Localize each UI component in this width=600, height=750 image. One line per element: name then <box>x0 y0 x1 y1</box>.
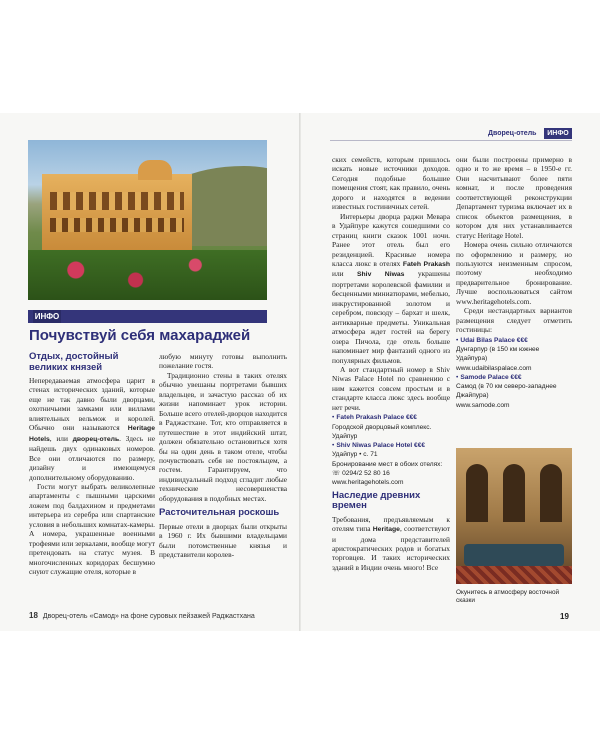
section-badge: ИНФО <box>544 128 572 139</box>
text-run: Требования, предъявляемым к отелям типа <box>332 514 450 534</box>
paragraph-built: они были построены примерно в одно и то же время – в 1950-е гг. Они насчитывают более пяти комнат, и после проведения соответствующей реконструкции Департамент туризма включает их в список объектов размещения, в котором для них устанавливается статус Heritage Hotel. <box>456 155 572 240</box>
bullet-icon: • <box>332 442 335 450</box>
text-run: , или <box>49 433 68 443</box>
hotel-list-udaipur <box>332 413 450 487</box>
bold-heritage-hotels: Heritage Hotels <box>29 425 155 443</box>
photo-palace-dome <box>138 160 172 180</box>
hotel-entry-samode <box>456 373 572 382</box>
interior-photo <box>456 448 572 584</box>
hotel-name: Udai Bilas Palace <box>460 336 515 344</box>
hotel-entry-fateh-prakash <box>332 413 450 422</box>
section-header <box>486 128 572 139</box>
hotel-price: €€€ <box>405 414 417 422</box>
photo-caption: Окунитесь в атмосферу восточной сказки <box>456 589 560 605</box>
hotel-desc: Городской дворцовый комплекс. <box>332 423 432 431</box>
photo-palace-building <box>42 174 192 250</box>
bullet-icon: • <box>456 336 459 344</box>
hotel-city: Удайпур • с. 71 <box>332 451 378 459</box>
hotel-city: Самод (в 70 км северо-западнее Джайпура) <box>456 383 557 400</box>
text-run: Непередаваемая атмосфера царит в стенах исторических зданий, которые еще не так давно были дворцами, охотничьими замками или виллами влиятельных вельмож и королей. Обычно они называются <box>29 376 155 433</box>
paragraph-standard-room: А вот стандартный номер в Shiv Niwas Palace Hotel по сравнению с ним кажется совсем простым и в стандарте класса люкс здесь вообще нет речи. <box>332 364 450 412</box>
photo-arch <box>540 464 562 522</box>
hotel-price: €€€ <box>510 373 522 381</box>
text-run: . Здесь не найдешь двух одинаковых номеров. Все они отличаются по размеру, дизайну и имеющемуся дополнительному оборудованию. <box>29 433 155 482</box>
hotel-website[interactable]: www.heritagehotels.com <box>332 479 404 487</box>
text-run: Интерьеры дворца раджи Мевара в Удайпуре кажутся сошедшими со страниц книги сказок 1001 ночи. Ранее этот отель был его резиденцией. Красивые номера класса люкс в отелях <box>332 211 450 268</box>
info-bar <box>28 310 267 323</box>
subheading-rest: Отдых, достойный великих князей <box>29 351 119 373</box>
text-run: или <box>332 269 344 279</box>
paragraph-udaipur <box>332 212 450 365</box>
hotel-name: Shiv Niwas Palace Hotel <box>336 442 413 450</box>
hotel-price: €€€ <box>516 336 528 344</box>
photo-palace-arches <box>50 192 184 210</box>
page-number-left: 18 <box>29 611 38 620</box>
hotel-city: Удайпур <box>332 432 358 440</box>
hotel-price: €€€ <box>414 442 426 450</box>
hotel-entry-udai-bilas <box>456 336 572 345</box>
left-footer <box>29 611 289 620</box>
right-column-1 <box>332 155 450 572</box>
page-number-right: 19 <box>560 612 569 621</box>
photo-rug <box>456 566 572 584</box>
article-headline: Почувствуй себя махараджей <box>29 327 251 344</box>
subheading-heritage: Наследие древних времен <box>332 489 421 512</box>
hotel-list-other <box>456 336 572 410</box>
hotel-city: Дунгарпур (в 150 км южнее Удайпура) <box>456 345 540 363</box>
hotel-phone: ☏ 0294/2 52 80 16 <box>332 470 390 478</box>
hotel-name: Fateh Prakash Palace <box>336 414 405 422</box>
paragraph-traditions: Традиционно стены в таких отелях обычно увешаны портретами бывших владельцев, и зачастую рассказ об их жизни напоминает урок истории. Больше всего отелей-дворцов находится в Раджастхане. Тот, кто отправляется в путешествие в этот индийский штат, должен обязательно остановиться хотя бы на один день в таком отеле, чтобы почувствовать себя не постояльцем, а гостем. Гарантируем, что индивидуальный подход сгладит любые технические несовершенства оборудования в подобных местах. <box>159 370 287 503</box>
hotel-website[interactable]: www.udaibilaspalace.com <box>456 364 532 372</box>
section-title: Дворец-отель <box>488 130 537 137</box>
footer-caption: Дворец-отель «Самод» на фоне суровых пейзажей Раджастхана <box>42 613 255 620</box>
paragraph-booking: Номера очень сильно отличаются по оформлению и размеру, но пользуются неизменным спросом, поэтому необходимо предварительное бронирование. Лучше воспользоваться сайтом www.heritagehotels.com. <box>456 240 572 306</box>
hotel-booking: Бронирование мест в обоих отелях: <box>332 460 443 468</box>
paragraph-intro <box>29 376 155 482</box>
subheading-luxury: Расточительная роскошь <box>159 507 280 519</box>
paragraph-guests: Гости могут выбрать великолепные апартаменты с пышными царскими ложем под балдахином и предметами интерьера из серебра или спартанские условия в небольших комнатах-камеры. А номера, украшенные военными трофеями или зеркалами, вообще могут претендовать на статус музея. В многочисленных коридорах бесшумно снуют служащие отеля, которые в <box>29 481 155 577</box>
info-label: ИНФО <box>34 312 60 321</box>
paragraph-families: ских семейств, которым пришлось искать новые источники доходов. Сегодня подобные большие помещения стоят, как правило, очень дорого и находятся в ведении известных гостиничных сетей. <box>332 155 450 212</box>
text-run: украшены портретами королевской фамилии и бесценными миниатюрами, мебелью, инкрустированной золотом и серебром, повсюду – бархат и шелк, антикварные предметы. Уникальная атмосфера ждет гостей на берегу озера Пичола, где отель больше напоминает мир фантазий одного из популярных фильмов. <box>332 269 451 365</box>
hotel-name: Samode Palace <box>460 373 509 381</box>
paragraph-heritage <box>332 515 450 573</box>
photo-garden <box>28 250 267 300</box>
hotel-website[interactable]: www.samode.com <box>456 401 510 409</box>
left-column-2 <box>159 352 287 560</box>
magazine-spread <box>0 113 600 631</box>
right-column-2 <box>456 155 572 412</box>
paragraph-unusual: Среди нестандартных вариантов размещения следует отметить гостиницы: <box>456 306 572 335</box>
left-column-1 <box>29 352 155 577</box>
bullet-icon: • <box>332 414 335 422</box>
hotel-entry-shiv-niwas <box>332 441 450 450</box>
bold-fateh-prakash: Fateh Prakash <box>402 260 450 268</box>
photo-arch <box>466 464 488 522</box>
section-rule <box>330 140 572 141</box>
paragraph-continued: любую минуту готовы выполнить пожелание гостя. <box>159 352 287 371</box>
photo-palace-arches-lower <box>50 218 184 232</box>
photo-sofa <box>464 544 564 566</box>
palace-photo <box>28 140 267 300</box>
page-gutter <box>299 113 301 631</box>
bold-palace-hotel: дворец-отель <box>72 435 120 443</box>
bullet-icon: • <box>456 373 459 381</box>
paragraph-first-hotels: Первые отели в дворцах были открыты в 1960 г. Их бывшими владельцами были потомственные князья и представители королев- <box>159 521 287 560</box>
text-run: , соответствуют и дома представителей аристократических родов и богатых торговцев. И таких исторических зданий в Индии очень много! Все <box>332 524 450 572</box>
bold-heritage: Heritage <box>372 526 400 534</box>
photo-arch <box>503 464 525 522</box>
bold-shiv-niwas: Shiv Niwas <box>357 271 405 279</box>
